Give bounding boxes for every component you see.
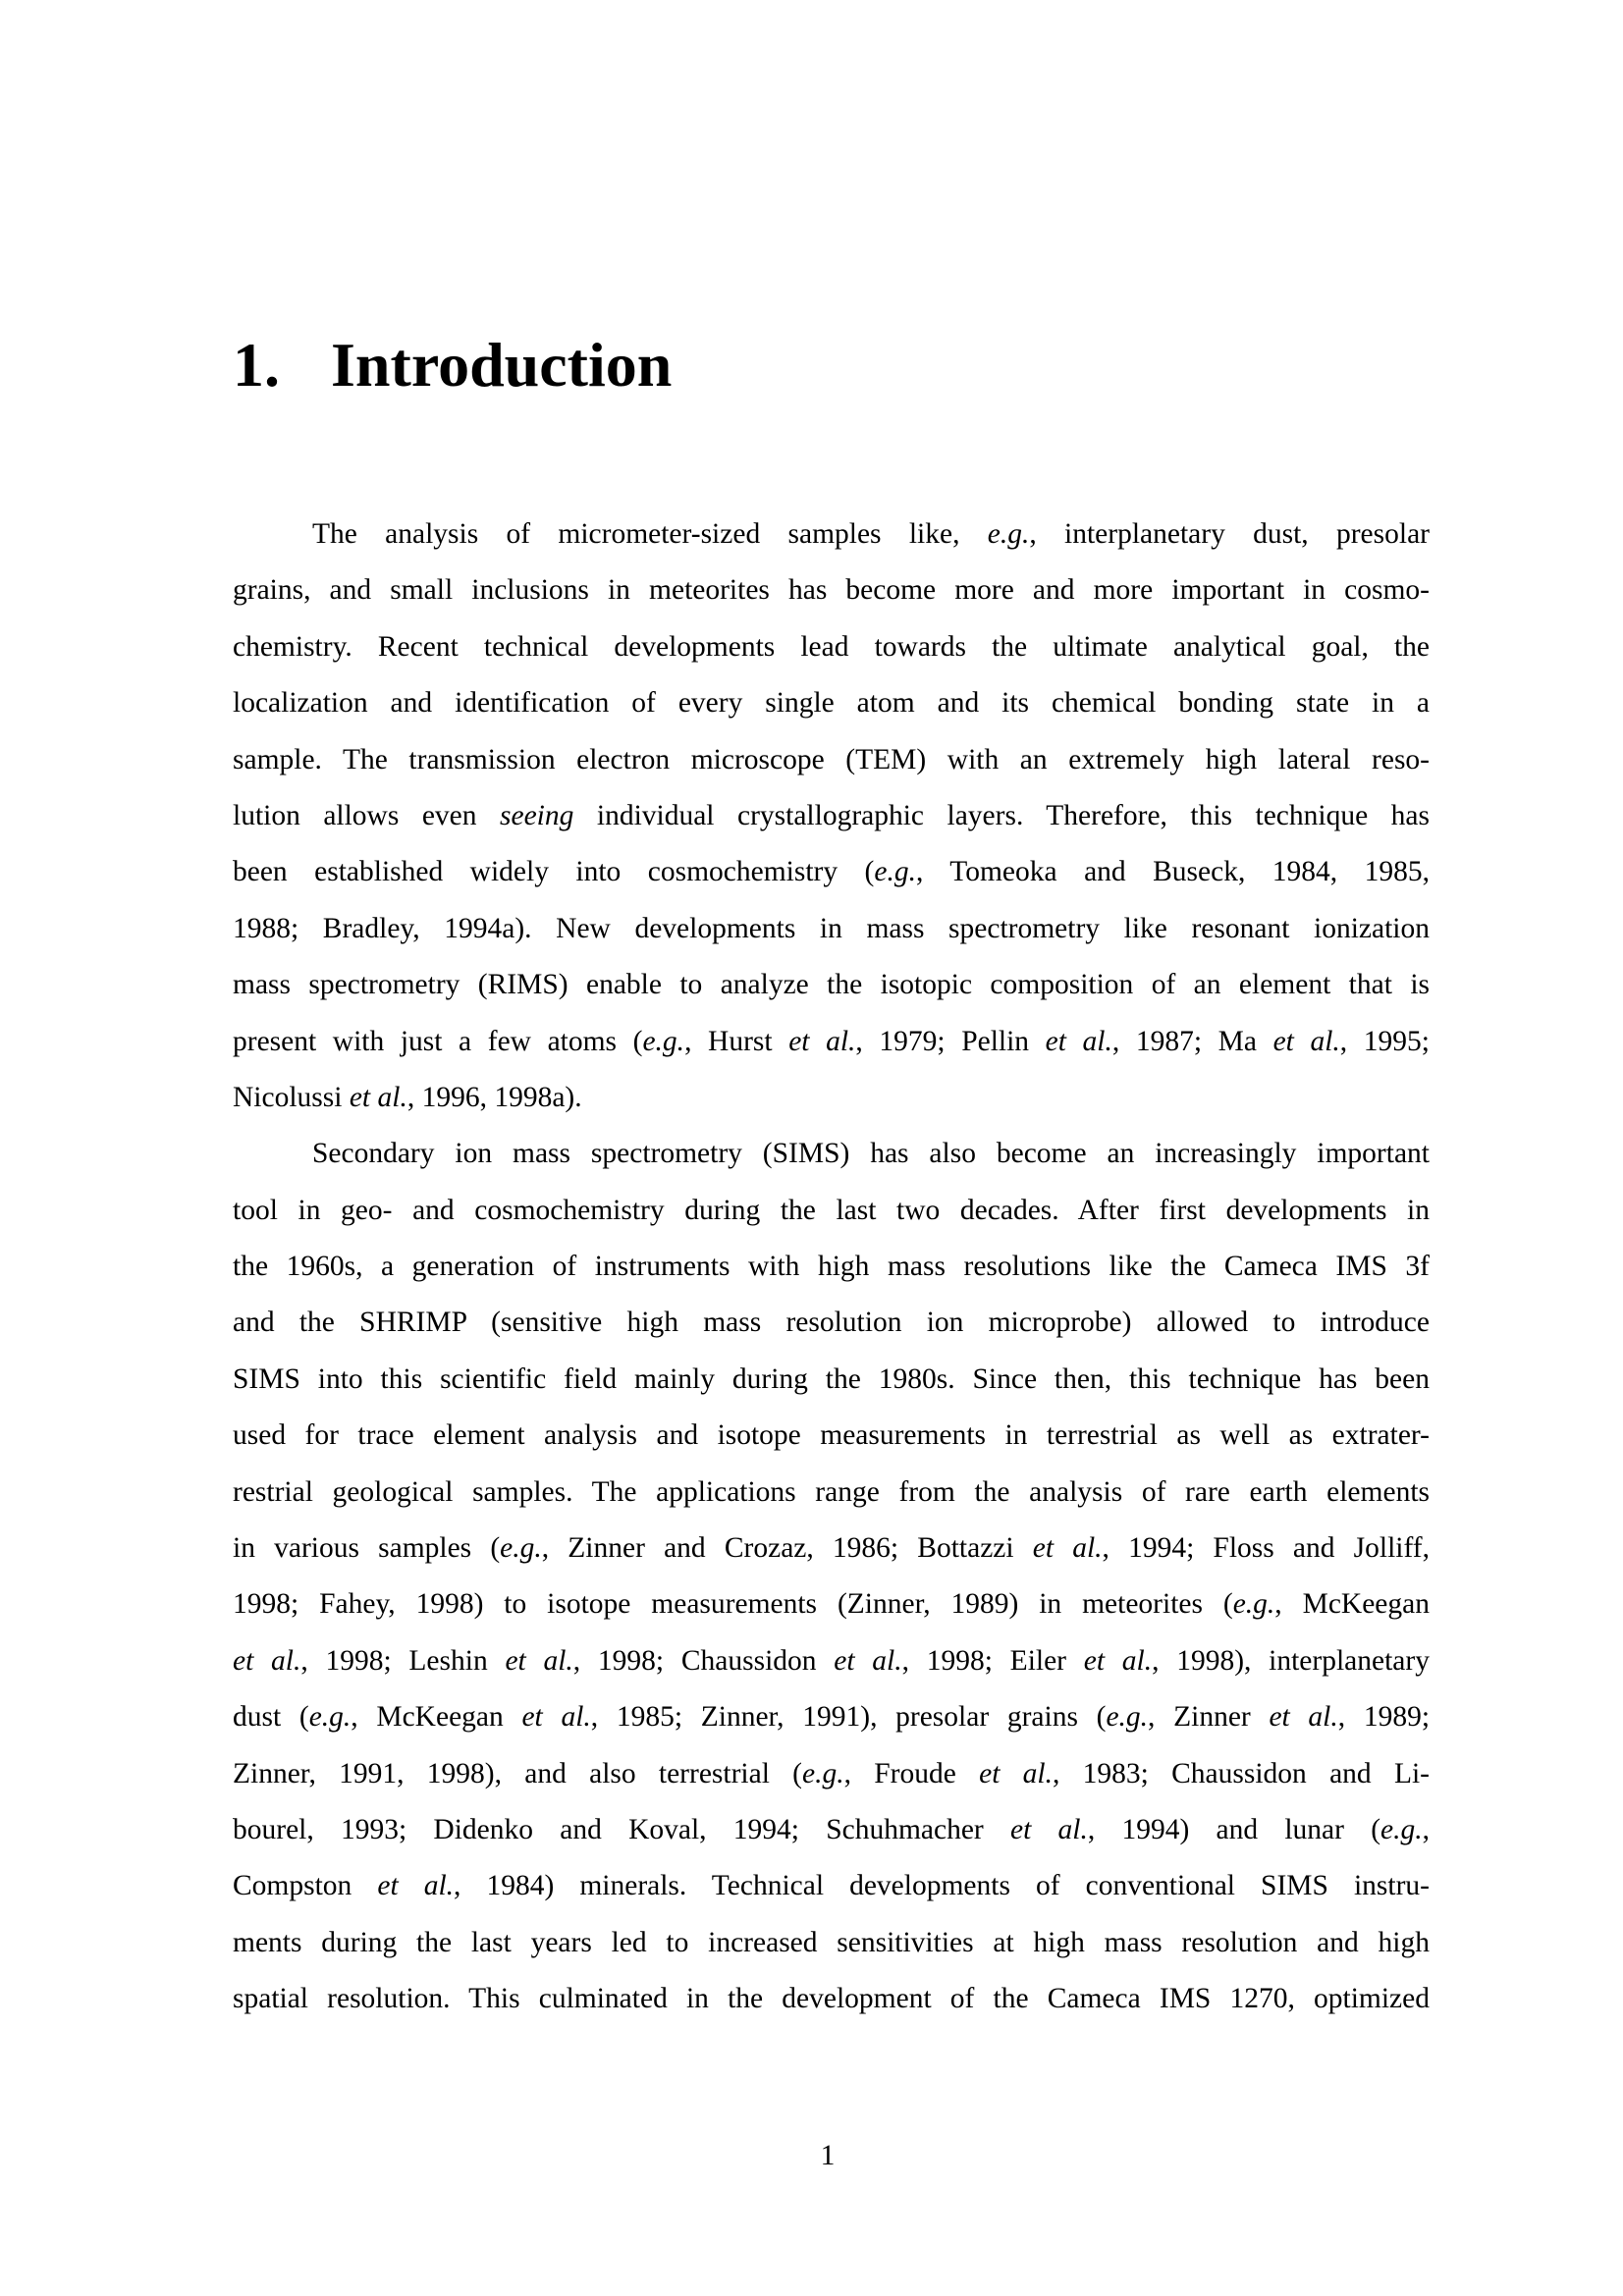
text-segment: , 1984) minerals. Technical developments of conventional SIMS instru-: [454, 1870, 1430, 1902]
text-line: [233, 1465, 1430, 1521]
text-segment: Secondary ion mass spectrometry (SIMS) has also become an increasingly important: [312, 1138, 1430, 1170]
text-segment: , 1998; Eiler: [901, 1644, 1084, 1677]
italic-text: e.g.: [308, 1701, 352, 1734]
text-segment: individual crystallographic layers. Therefore, this technique has: [573, 799, 1430, 831]
text-segment: mass spectrometry (RIMS) enable to analyze the isotopic composition of an element that is: [233, 969, 1430, 1001]
text-segment: 1998; Fahey, 1998) to isotope measurements (Zinner, 1989) in meteorites (: [233, 1588, 1233, 1621]
text-segment: , 1995;: [1339, 1025, 1430, 1057]
text-line: [233, 1689, 1430, 1745]
text-segment: lution allows even: [233, 799, 501, 831]
text-segment: bourel, 1993; Didenko and Koval, 1994; Schuhmacher: [233, 1813, 1010, 1845]
text-line: [233, 562, 1430, 618]
text-line: [233, 675, 1430, 731]
text-segment: been established widely into cosmochemistry (: [233, 856, 875, 888]
italic-text: e.g.: [500, 1532, 542, 1565]
text-segment: , Froude: [843, 1757, 980, 1789]
text-segment: , interplanetary dust, presolar: [1029, 518, 1430, 550]
text-line: [233, 1352, 1430, 1408]
paragraph: [233, 507, 1430, 1126]
text-segment: and the SHRIMP (sensitive high mass resolution ion microprobe) allowed to introduce: [233, 1307, 1430, 1339]
text-segment: Compston: [233, 1870, 378, 1902]
italic-text: et al.: [1083, 1644, 1153, 1677]
text-line: [233, 957, 1430, 1013]
italic-text: et al.: [1010, 1813, 1088, 1845]
italic-text: et al.: [979, 1757, 1053, 1789]
text-line: [233, 1521, 1430, 1576]
text-segment: sample. The transmission electron microscope (TEM) with an extremely high lateral reso-: [233, 743, 1430, 775]
italic-text: et al.: [834, 1644, 902, 1677]
text-line: [233, 788, 1430, 844]
text-line: [233, 1633, 1430, 1689]
text-segment: , Tomeoka and Buseck, 1984, 1985,: [915, 856, 1430, 888]
text-line: [233, 619, 1430, 675]
italic-text: e.g.: [1380, 1813, 1423, 1845]
text-segment: tool in geo- and cosmochemistry during the last two decades. After first developments in: [233, 1194, 1430, 1226]
text-line: [233, 1971, 1430, 2027]
text-line: [233, 1183, 1430, 1239]
italic-text: e.g.: [874, 856, 916, 888]
italic-text: et al.: [1032, 1532, 1103, 1565]
chapter-number: 1.: [233, 330, 280, 400]
italic-text: et al.: [505, 1644, 573, 1677]
italic-text: e.g.: [642, 1025, 685, 1057]
page-number: 1: [820, 2140, 836, 2171]
text-line: [233, 1126, 1430, 1182]
paragraph: [233, 1126, 1430, 2027]
italic-text: et al.: [377, 1870, 455, 1902]
text-line: [233, 844, 1430, 900]
text-segment: , 1994) and lunar (: [1087, 1813, 1381, 1845]
text-line: [233, 1408, 1430, 1464]
text-segment: 1988; Bradley, 1994a). New developments in mass spectrometry like resonant ionization: [233, 912, 1430, 944]
chapter-heading: [233, 326, 672, 404]
text-segment: , 1989;: [1337, 1701, 1431, 1734]
text-line: [233, 1014, 1430, 1070]
text-segment: dust (: [233, 1701, 309, 1734]
text-segment: , 1979; Pellin: [855, 1025, 1046, 1057]
body-text: [233, 507, 1430, 2028]
italic-text: et al.: [1272, 1025, 1340, 1057]
text-segment: , Hurst: [684, 1025, 789, 1057]
italic-text: et al.: [349, 1081, 407, 1113]
text-segment: , Zinner: [1148, 1701, 1270, 1734]
text-segment: used for trace element analysis and isotope measurements in terrestrial as well as extrater-: [233, 1419, 1430, 1452]
italic-text: e.g.: [1106, 1701, 1149, 1734]
text-segment: ments during the last years led to increased sensitivities at high mass resolution and high: [233, 1926, 1430, 1958]
text-line: [233, 1295, 1430, 1351]
text-segment: , 1985; Zinner, 1991), presolar grains (: [590, 1701, 1107, 1734]
text-segment: , 1998; Leshin: [300, 1644, 506, 1677]
italic-text: et al.: [233, 1644, 301, 1677]
text-segment: SIMS into this scientific field mainly during the 1980s. Since then, this technique has been: [233, 1362, 1430, 1395]
text-line: [233, 1858, 1430, 1914]
italic-text: e.g.: [987, 518, 1030, 550]
italic-text: e.g.: [1232, 1588, 1275, 1621]
text-segment: Nicolussi: [233, 1081, 350, 1113]
text-segment: grains, and small inclusions in meteorites has become more and more important in cosmo-: [233, 574, 1430, 607]
italic-text: et al.: [1269, 1701, 1338, 1734]
text-segment: The analysis of micrometer-sized samples like,: [312, 518, 988, 550]
text-segment: , 1998), interplanetary: [1152, 1644, 1430, 1677]
text-line: [233, 1915, 1430, 1971]
text-segment: spatial resolution. This culminated in the development of the Cameca IMS 1270, optimized: [233, 1983, 1430, 2015]
text-segment: chemistry. Recent technical developments lead towards the ultimate analytical goal, the: [233, 630, 1430, 663]
text-segment: in various samples (: [233, 1532, 501, 1565]
text-line: [233, 1070, 1430, 1126]
text-line: [233, 1576, 1430, 1632]
text-segment: , Zinner and Crozaz, 1986; Bottazzi: [541, 1532, 1033, 1565]
text-segment: ,: [1422, 1813, 1431, 1845]
text-segment: localization and identification of every single atom and its chemical bonding state in a: [233, 687, 1430, 720]
text-segment: Zinner, 1991, 1998), and also terrestrial (: [233, 1757, 803, 1789]
italic-text: seeing: [500, 799, 574, 831]
text-line: [233, 507, 1430, 562]
text-segment: , McKeegan: [351, 1701, 522, 1734]
text-segment: , 1983; Chaussidon and Li-: [1053, 1757, 1430, 1789]
italic-text: et al.: [1045, 1025, 1112, 1057]
text-line: [233, 1239, 1430, 1295]
text-line: [233, 732, 1430, 788]
text-line: [233, 901, 1430, 957]
italic-text: e.g.: [802, 1757, 844, 1789]
text-line: [233, 1802, 1430, 1858]
italic-text: et al.: [788, 1025, 856, 1057]
text-segment: , McKeegan: [1274, 1588, 1430, 1621]
text-segment: , 1996, 1998a).: [406, 1081, 582, 1113]
chapter-title: Introduction: [331, 330, 673, 400]
text-segment: restrial geological samples. The applications range from the analysis of rare earth elements: [233, 1475, 1430, 1508]
text-segment: present with just a few atoms (: [233, 1025, 643, 1057]
text-segment: , 1994; Floss and Jolliff,: [1102, 1532, 1430, 1565]
text-line: [233, 1746, 1430, 1802]
text-segment: , 1998; Chaussidon: [572, 1644, 835, 1677]
text-segment: the 1960s, a generation of instruments with high mass resolutions like the Cameca IMS 3f: [233, 1251, 1430, 1283]
italic-text: et al.: [521, 1701, 591, 1734]
text-segment: , 1987; Ma: [1111, 1025, 1273, 1057]
